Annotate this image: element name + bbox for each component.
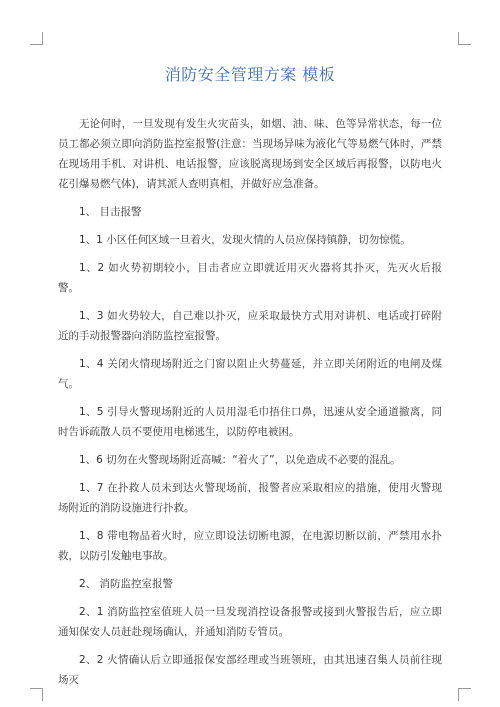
section-heading-2: 2、 消防监控室报警 — [79, 578, 174, 590]
paragraph-1-5: 1、5 引导火警现场附近的人员用湿毛巾捂住口鼻，迅速从安全通道撤离，同时告诉疏散人员不要使用电梯逃生，以防停电被困。 — [58, 406, 442, 438]
paragraph-1-4: 1、4 关闭火情现场附近之门窗以阻止火势蔓延，并立即关闭附近的电闸及煤气。 — [58, 358, 442, 390]
paragraph-1-6: 1、6 切勿在火警现场附近高喊：“着火了”，以免造成不必要的混乱。 — [79, 454, 401, 466]
document-title: 消防安全管理方案 模板 — [164, 65, 336, 84]
section-heading-1: 1、 目击报警 — [79, 206, 142, 218]
document-body — [58, 114, 442, 698]
paragraph-1-2: 1、2 如火势初期较小，目击者应立即就近用灭火器将其扑灭，先灭火后报警。 — [58, 262, 442, 294]
paragraph-intro: 无论何时，一旦发现有发生火灾苗头，如烟、油、味、色等异常状态，每一位员工都必须立即向消防监控室报警(注意：当现场异味为液化气等易燃气体时，严禁在现场用手机、对讲机、电话报警，应该脱离现场到安全区域后再报警，以防电火花引爆易燃气体)，请其派人查明真相，并做好应急准备。 — [58, 118, 442, 190]
paragraph-1-3: 1、3 如火势较大，自己难以扑灭，应采取最快方式用对讲机、电话或打碎附近的手动报警器向消防监控室报警。 — [58, 310, 442, 342]
crop-mark-bottom-right — [458, 688, 471, 701]
crop-mark-top-left — [30, 32, 43, 45]
paragraph-2-2: 2、2 火情确认后立即通报保安部经理或当班领班，由其迅速召集人员前往现场灭 — [58, 654, 442, 686]
paragraph-1-7: 1、7 在扑救人员未到达火警现场前，报警者应采取相应的措施，使用火警现场附近的消防设施进行扑救。 — [58, 482, 442, 514]
paragraph-2-1: 2、1 消防监控室值班人员一旦发现消控设备报警或接到火警报告后，应立即通知保安人员赶赴现场确认，并通知消防专管员。 — [58, 606, 442, 638]
paragraph-1-1: 1、1 小区任何区域一旦着火，发现火情的人员应保持镇静，切勿惊慌。 — [79, 234, 411, 246]
crop-mark-top-right — [458, 32, 471, 45]
paragraph-1-8: 1、8 带电物品着火时，应立即设法切断电源，在电源切断以前，严禁用水扑救，以防引发触电事故。 — [58, 530, 442, 562]
crop-mark-bottom-left — [30, 688, 43, 701]
